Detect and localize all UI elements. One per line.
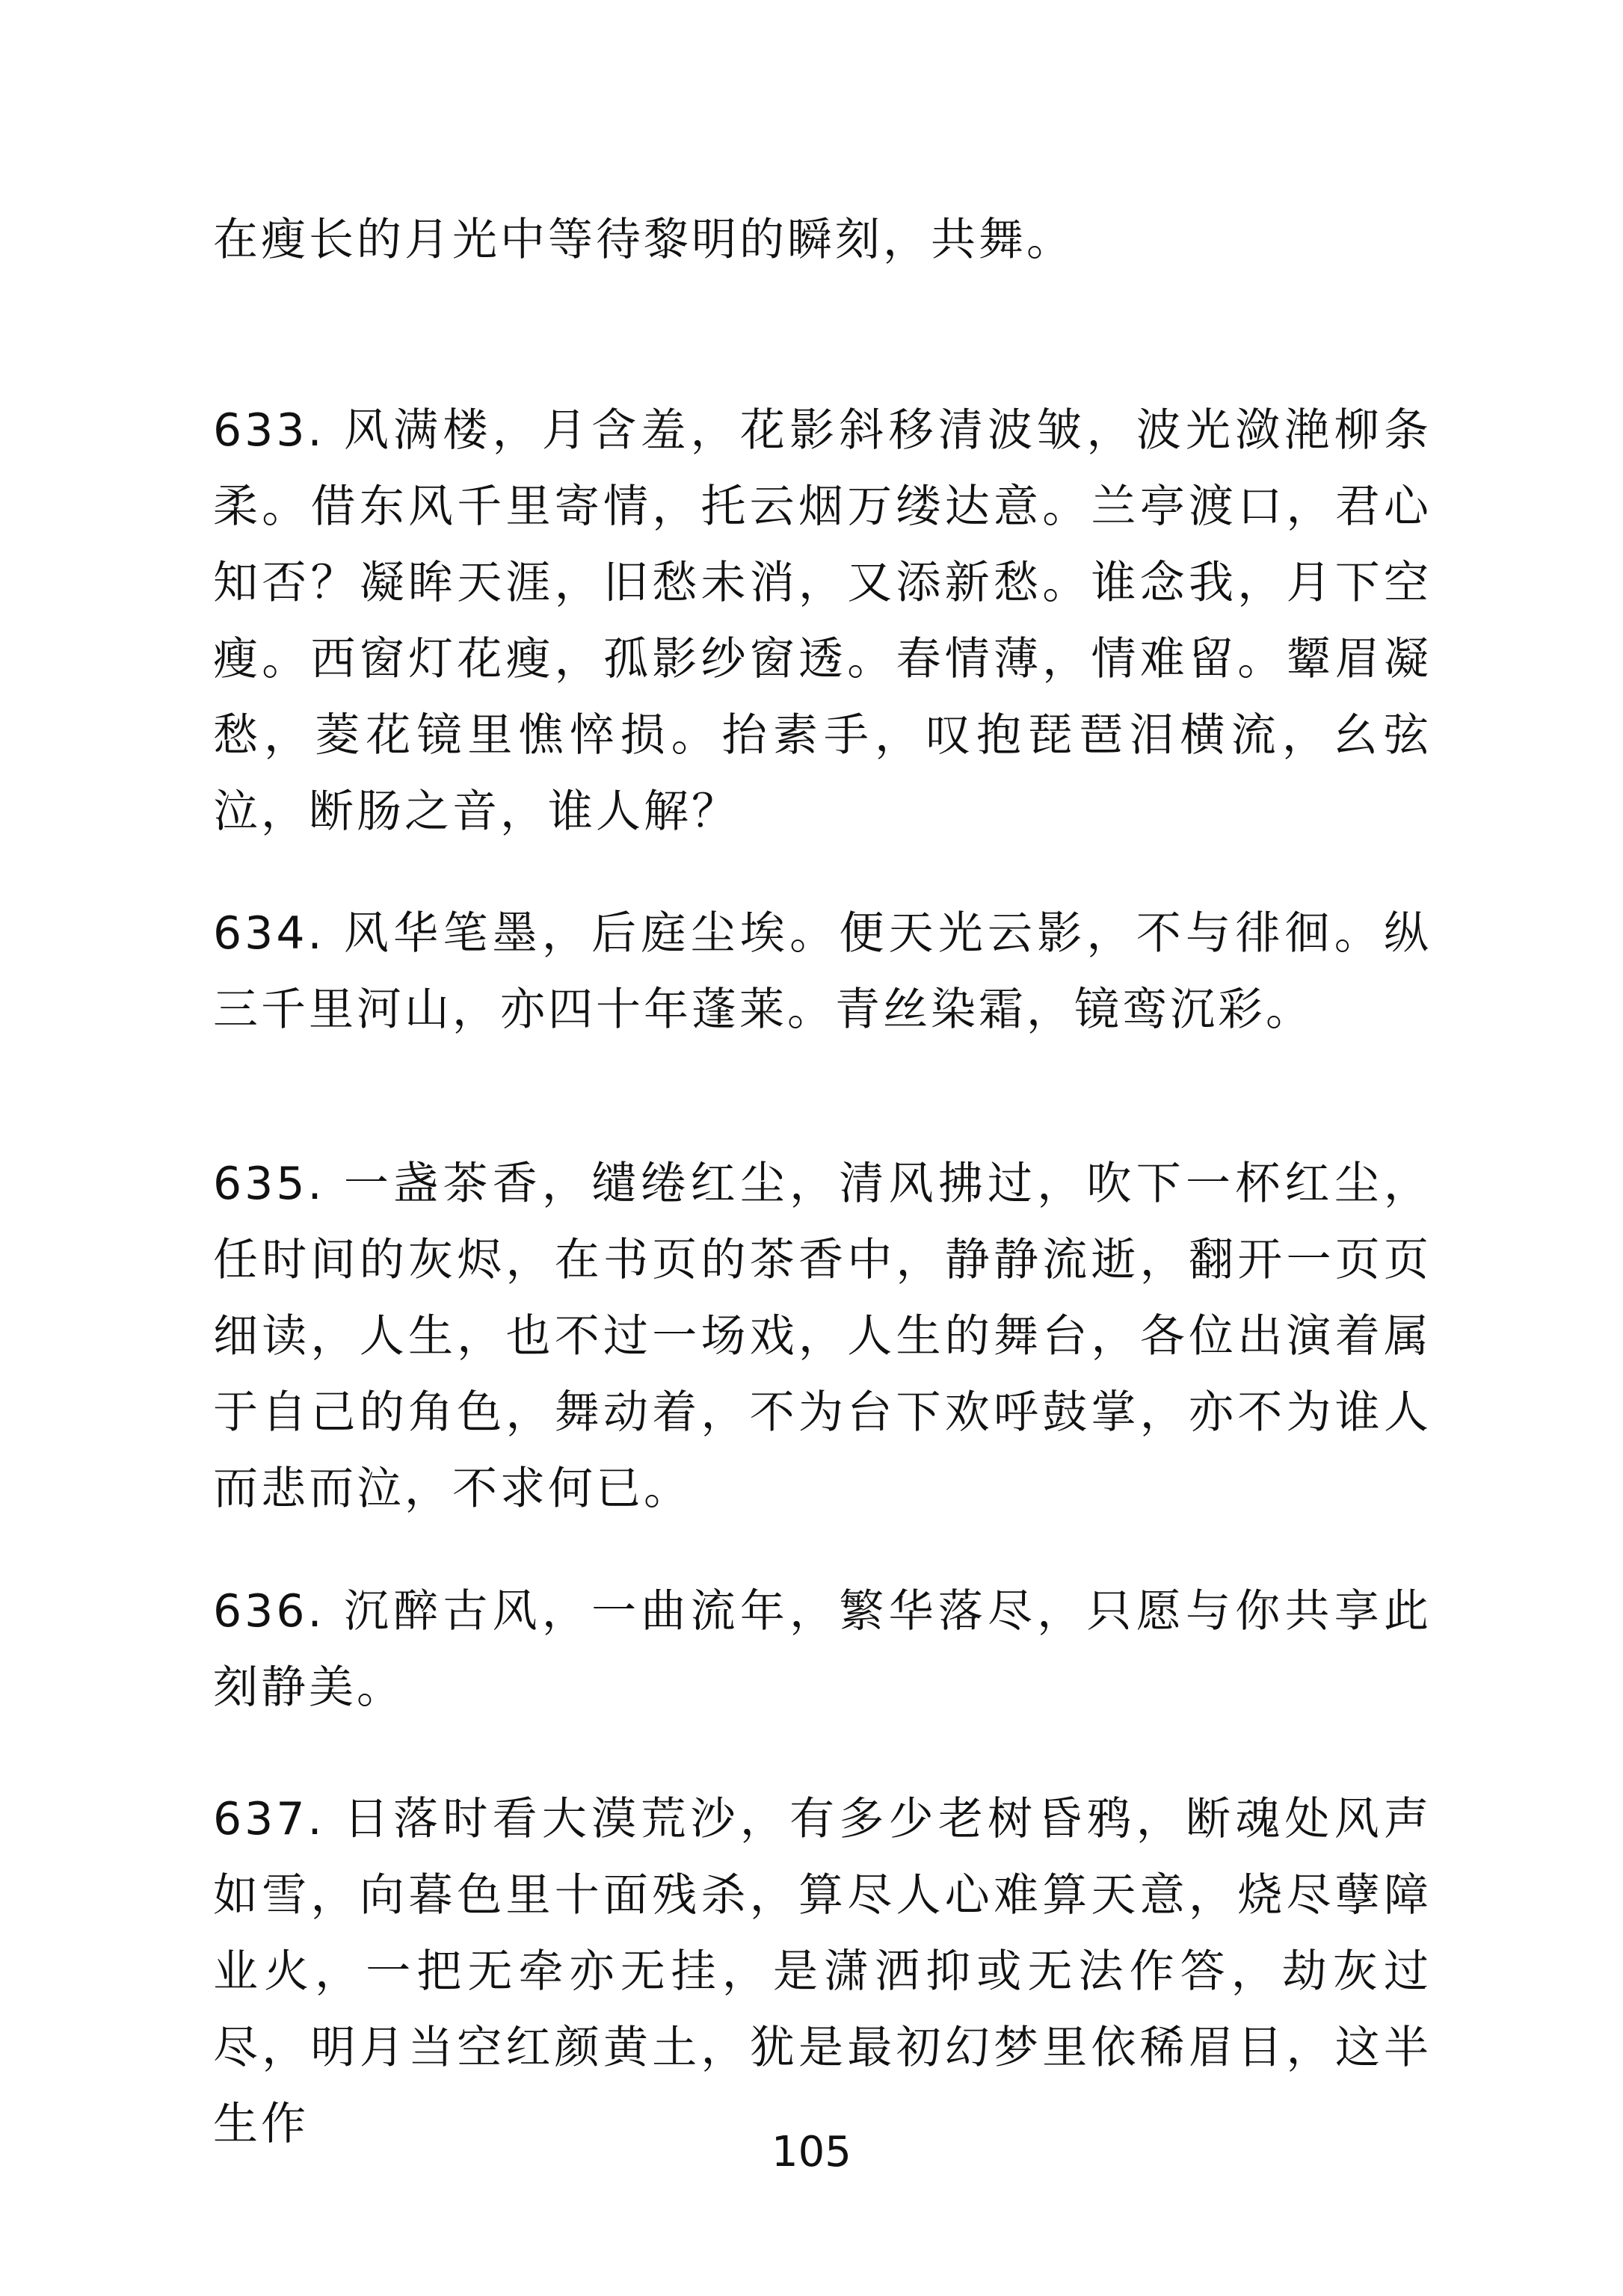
paragraph-634: 634. 风华笔墨，后庭尘埃。便天光云影，不与徘徊。纵三千里河山，亦四十年蓬莱。青丝染霜，镜鸾沉彩。 xyxy=(213,907,1432,1036)
page-number: 105 xyxy=(772,2128,851,2176)
paragraph-636: 636. 沉醉古风，一曲流年，繁华落尽，只愿与你共享此刻静美。 xyxy=(213,1585,1432,1714)
paragraph-635: 635. 一盏茶香，缱绻红尘，清风拂过，吹下一杯红尘，任时间的灰烬，在书页的茶香中，静静流逝，翻开一页页细读，人生，也不过一场戏，人生的舞台，各位出演着属于自己的角色，舞动着，不为台下欢呼鼓掌，亦不为谁人而悲而泣，不求何已。 xyxy=(213,1158,1432,1515)
paragraph-continuation: 在瘦长的月光中等待黎明的瞬刻，共舞。 xyxy=(213,214,1074,266)
paragraph-633: 633. 风满楼，月含羞，花影斜移清波皱，波光潋滟柳条柔。借东风千里寄情，托云烟万缕达意。兰亭渡口，君心知否？凝眸天涯，旧愁未消，又添新愁。谁念我，月下空瘦。西窗灯花瘦，孤影纱窗透。春情薄，情难留。颦眉凝愁，菱花镜里憔悴损。抬素手，叹抱琵琶泪横流，幺弦泣，断肠之音，谁人解？ xyxy=(213,404,1432,838)
paragraph-637: 637. 日落时看大漠荒沙，有多少老树昏鸦，断魂处风声如雪，向暮色里十面残杀，算尽人心难算天意，烧尽孽障业火，一把无牵亦无挂，是潇洒抑或无法作答，劫灰过尽，明月当空红颜黄土，犹是最初幻梦里依稀眉目，这半生作 xyxy=(213,1793,1432,2150)
